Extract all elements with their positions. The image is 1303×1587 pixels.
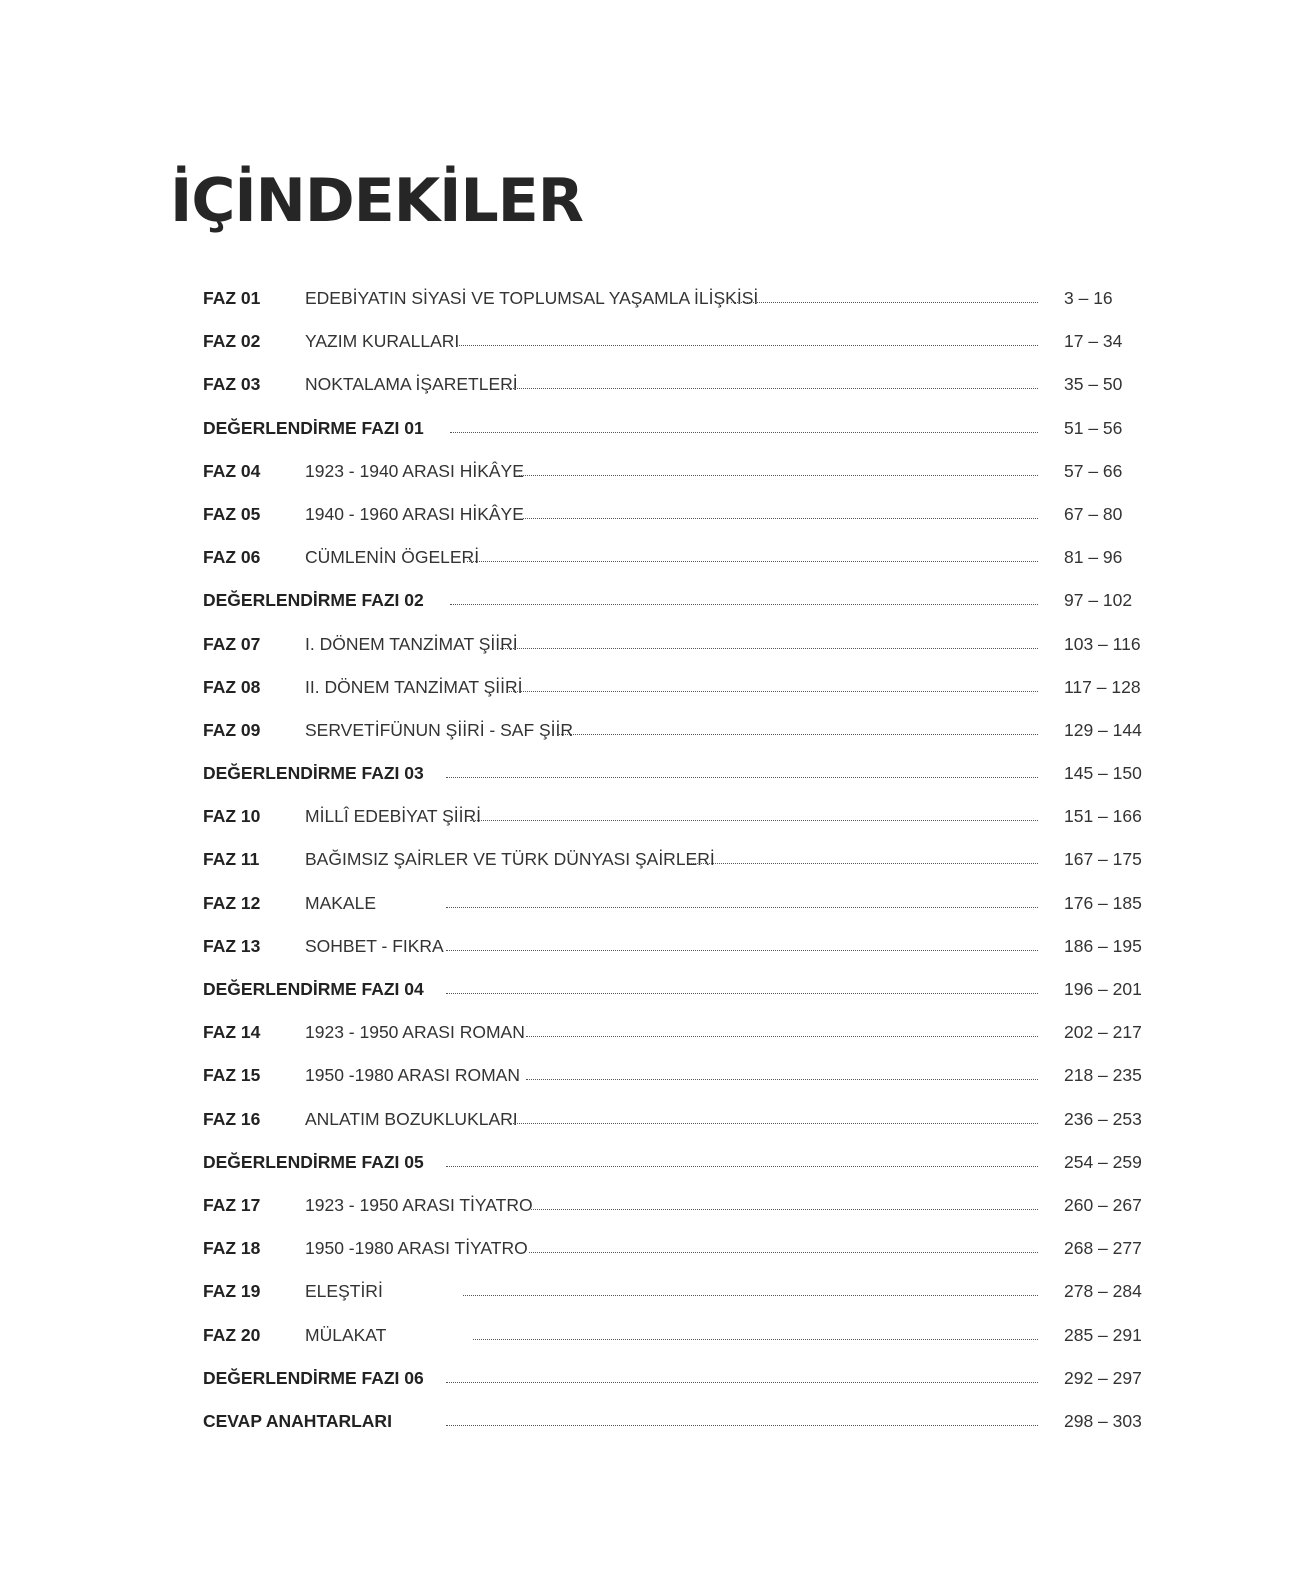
toc-entry[interactable] [203, 1147, 1153, 1190]
toc-entry-label: DEĞERLENDİRME FAZI 04 [203, 979, 424, 999]
toc-entry-title: 1940 - 1960 ARASI HİKÂYE [305, 503, 524, 524]
toc-entry[interactable] [203, 369, 1153, 412]
toc-entry-pages: 129 – 144 [1064, 719, 1142, 740]
toc-entry-label: FAZ 20 [203, 1324, 261, 1345]
toc-entry-title: MAKALE [305, 892, 376, 913]
dotted-leader [526, 1036, 1038, 1037]
toc-entry-label: FAZ 01 [203, 288, 261, 308]
toc-entry-pages: 57 – 66 [1064, 460, 1123, 481]
toc-entry[interactable] [203, 585, 1153, 628]
toc-entry-pages: 218 – 235 [1064, 1065, 1142, 1086]
toc-entry[interactable] [203, 888, 1153, 931]
toc-entry-pages: 167 – 175 [1064, 849, 1142, 870]
dotted-leader [450, 604, 1038, 605]
toc-entry-pages: 81 – 96 [1064, 547, 1123, 568]
toc-entry[interactable] [203, 715, 1153, 758]
toc-entry-label: FAZ 18 [203, 1238, 261, 1259]
toc-entry-label: FAZ 04 [203, 460, 261, 481]
dotted-leader [446, 993, 1038, 994]
toc-entry-label: FAZ 13 [203, 935, 261, 956]
toc-entry-pages: 260 – 267 [1064, 1194, 1142, 1215]
toc-entry-label: DEĞERLENDİRME FAZI 02 [203, 590, 424, 611]
toc-entry-pages: 176 – 185 [1064, 892, 1142, 913]
toc-entry-title: I. DÖNEM TANZİMAT ŞİİRİ [305, 633, 518, 654]
toc-entry-pages: 3 – 16 [1064, 288, 1113, 308]
toc-entry-label: FAZ 08 [203, 676, 261, 697]
dotted-leader [559, 734, 1038, 735]
toc-entry-pages: 145 – 150 [1064, 763, 1142, 784]
toc-entry-label: DEĞERLENDİRME FAZI 05 [203, 1151, 424, 1172]
table-of-contents [203, 283, 1153, 1449]
toc-entry-pages: 236 – 253 [1064, 1108, 1142, 1129]
dotted-leader [529, 1209, 1038, 1210]
toc-entry-pages: 17 – 34 [1064, 331, 1123, 352]
toc-entry-pages: 285 – 291 [1064, 1324, 1142, 1345]
dotted-leader [463, 1295, 1038, 1296]
toc-entry-pages: 117 – 128 [1064, 676, 1141, 697]
toc-entry-pages: 254 – 259 [1064, 1151, 1142, 1172]
dotted-leader [446, 950, 1038, 951]
toc-entry[interactable] [203, 1276, 1153, 1319]
toc-entry-title: YAZIM KURALLARI [305, 331, 460, 352]
toc-entry-pages: 298 – 303 [1064, 1410, 1142, 1431]
toc-entry-title: II. DÖNEM TANZİMAT ŞİİRİ [305, 676, 523, 697]
toc-entry-title: 1923 - 1950 ARASI ROMAN [305, 1022, 525, 1043]
dotted-leader [446, 777, 1038, 778]
dotted-leader [519, 475, 1038, 476]
toc-entry-title: SOHBET - FIKRA [305, 935, 444, 956]
toc-entry[interactable] [203, 758, 1153, 801]
toc-entry-label: FAZ 03 [203, 374, 261, 395]
toc-entry-label: FAZ 11 [203, 849, 260, 870]
toc-entry[interactable] [203, 1060, 1153, 1103]
dotted-leader [446, 1382, 1038, 1383]
dotted-leader [450, 432, 1038, 433]
dotted-leader [446, 907, 1038, 908]
toc-entry-label: FAZ 16 [203, 1108, 261, 1129]
dotted-leader [506, 388, 1038, 389]
toc-entry[interactable] [203, 1233, 1153, 1276]
toc-entry-label: FAZ 05 [203, 503, 261, 524]
dotted-leader [473, 1339, 1038, 1340]
toc-entry[interactable] [203, 542, 1153, 585]
dotted-leader [526, 1079, 1038, 1080]
toc-entry-pages: 268 – 277 [1064, 1238, 1142, 1259]
toc-entry-pages: 292 – 297 [1064, 1367, 1142, 1388]
toc-entry-title: ELEŞTİRİ [305, 1281, 383, 1302]
toc-entry[interactable] [203, 629, 1153, 672]
toc-entry-title: MİLLÎ EDEBİYAT ŞİİRİ [305, 806, 482, 827]
toc-entry-title: SERVETİFÜNUN ŞİİRİ - SAF ŞİİR [305, 719, 574, 740]
toc-entry-pages: 186 – 195 [1064, 935, 1142, 956]
toc-entry[interactable] [203, 844, 1153, 887]
toc-entry-label: FAZ 17 [203, 1194, 261, 1215]
page-title: İÇİNDEKİLER [170, 166, 583, 236]
toc-entry-label: FAZ 15 [203, 1065, 261, 1086]
toc-entry[interactable] [203, 974, 1153, 1017]
toc-entry-label: FAZ 02 [203, 331, 261, 352]
dotted-leader [688, 863, 1038, 864]
toc-entry-pages: 67 – 80 [1064, 503, 1123, 524]
dotted-leader [509, 691, 1038, 692]
dotted-leader [500, 648, 1038, 649]
toc-entry-pages: 51 – 56 [1064, 417, 1123, 438]
toc-entry-label: FAZ 06 [203, 547, 261, 568]
toc-entry-label: DEĞERLENDİRME FAZI 06 [203, 1367, 424, 1388]
toc-entry-label: FAZ 10 [203, 806, 261, 827]
toc-entry-title: 1923 - 1950 ARASI TİYATRO [305, 1194, 533, 1215]
toc-entry-title: ANLATIM BOZUKLUKLARI [305, 1108, 518, 1129]
dotted-leader [470, 820, 1038, 821]
toc-entry[interactable] [203, 1104, 1153, 1147]
toc-entry-title: 1923 - 1940 ARASI HİKÂYE [305, 460, 524, 481]
toc-entry[interactable] [203, 801, 1153, 844]
toc-entry-title: MÜLAKAT [305, 1324, 387, 1345]
toc-entry[interactable] [203, 1017, 1153, 1060]
toc-entry-pages: 151 – 166 [1064, 806, 1142, 827]
dotted-leader [446, 1425, 1038, 1426]
toc-entry-label: FAZ 14 [203, 1022, 261, 1043]
toc-entry[interactable] [203, 413, 1153, 456]
dotted-leader [446, 1166, 1038, 1167]
dotted-leader [731, 302, 1038, 303]
dotted-leader [467, 561, 1038, 562]
toc-entry[interactable] [203, 931, 1153, 974]
toc-entry-label: CEVAP ANAHTARLARI [203, 1410, 392, 1431]
dotted-leader [509, 1123, 1038, 1124]
toc-entry-pages: 103 – 116 [1064, 633, 1141, 654]
toc-entry[interactable] [203, 456, 1153, 499]
toc-entry-title: BAĞIMSIZ ŞAİRLER VE TÜRK DÜNYASI ŞAİRLERİ [305, 849, 715, 870]
toc-entry[interactable] [203, 1320, 1153, 1363]
toc-entry-title: 1950 -1980 ARASI ROMAN [305, 1065, 520, 1086]
toc-entry-label: DEĞERLENDİRME FAZI 03 [203, 763, 424, 784]
toc-entry[interactable] [203, 1190, 1153, 1233]
toc-entry[interactable] [203, 1363, 1153, 1406]
toc-entry-label: FAZ 12 [203, 892, 261, 913]
toc-entry[interactable] [203, 1406, 1153, 1449]
toc-entry-label: FAZ 19 [203, 1281, 261, 1302]
toc-entry[interactable] [203, 672, 1153, 715]
toc-entry-pages: 97 – 102 [1064, 590, 1133, 611]
toc-entry-pages: 196 – 201 [1064, 979, 1142, 999]
toc-entry-pages: 35 – 50 [1064, 374, 1123, 395]
toc-entry-label: DEĞERLENDİRME FAZI 01 [203, 417, 424, 438]
toc-entry-title: NOKTALAMA İŞARETLERİ [305, 374, 518, 395]
toc-entry-title: EDEBİYATIN SİYASİ VE TOPLUMSAL YAŞAMLA İLİŞKİSİ [305, 288, 759, 308]
toc-entry-label: FAZ 07 [203, 633, 261, 654]
toc-entry-label: FAZ 09 [203, 719, 261, 740]
toc-entry-pages: 278 – 284 [1064, 1281, 1142, 1302]
dotted-leader [523, 518, 1038, 519]
toc-entry-title: 1950 -1980 ARASI TİYATRO [305, 1238, 528, 1259]
toc-entry[interactable] [203, 283, 1153, 326]
toc-entry[interactable] [203, 499, 1153, 542]
toc-entry[interactable] [203, 326, 1153, 369]
toc-entry-pages: 202 – 217 [1064, 1022, 1142, 1043]
toc-entry-title: CÜMLENİN ÖGELERİ [305, 547, 480, 568]
dotted-leader [456, 345, 1038, 346]
dotted-leader [529, 1252, 1038, 1253]
